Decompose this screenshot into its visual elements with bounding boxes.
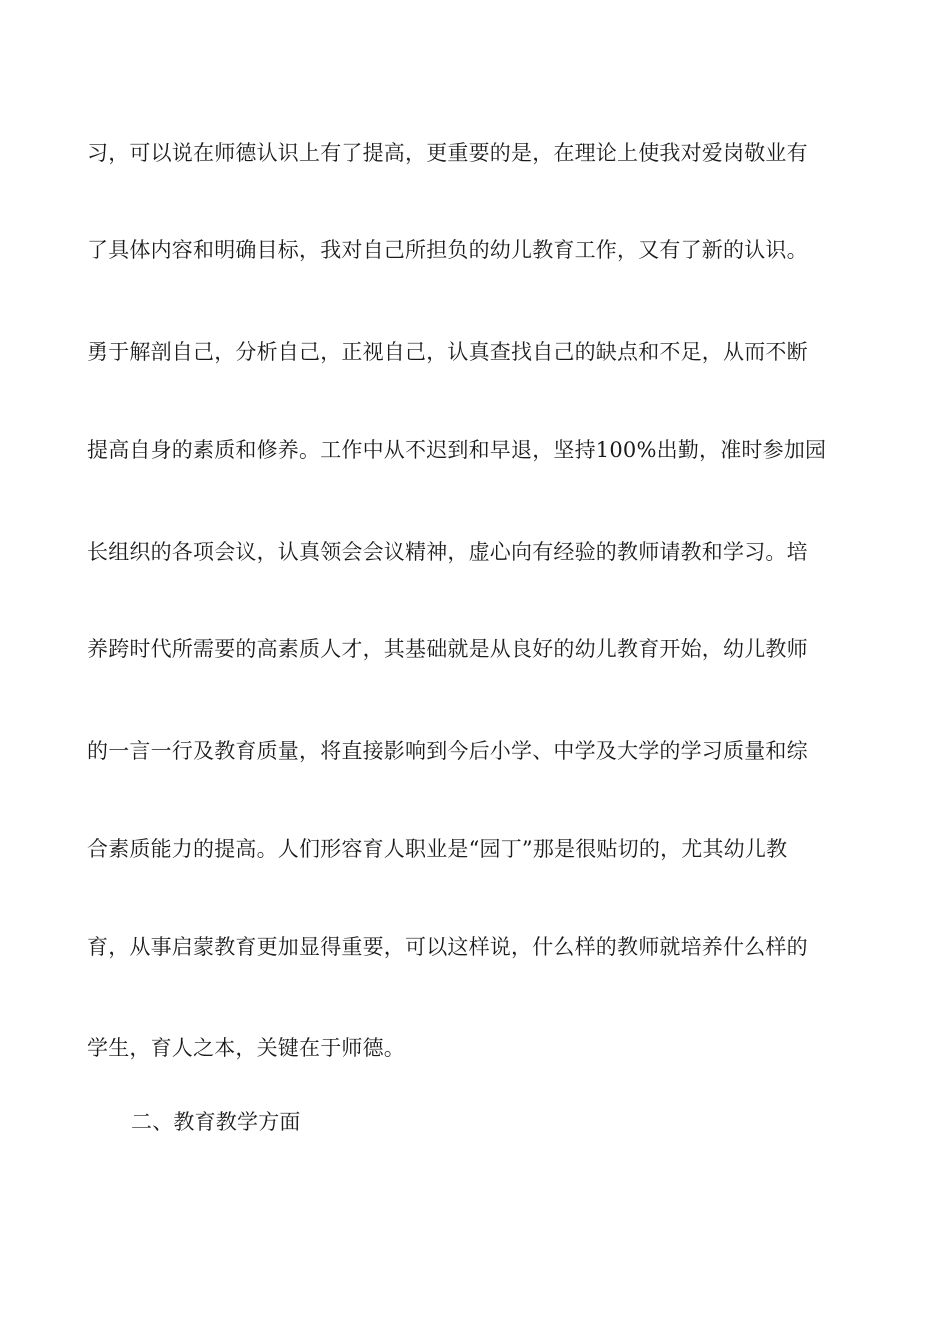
paragraph-line: 合素质能力的提高。人们形容育人职业是“园丁”那是很贴切的，尤其幼儿教 — [87, 837, 788, 861]
paragraph-line: 提高自身的素质和修养。工作中从不迟到和早退，坚持100%出勤，准时参加园 — [87, 438, 827, 462]
paragraph-line: 长组织的各项会议，认真领会会议精神，虚心向有经验的教师请教和学习。培 — [87, 540, 808, 564]
paragraph-line: 的一言一行及教育质量，将直接影响到今后小学、中学及大学的学习质量和综 — [87, 739, 808, 763]
paragraph-line: 学生，育人之本，关键在于师德。 — [87, 1036, 405, 1060]
section-heading: 二、教育教学方面 — [131, 1110, 301, 1134]
paragraph-line: 习，可以说在师德认识上有了提高，更重要的是，在理论上使我对爱岗敬业有 — [87, 141, 808, 165]
paragraph-line: 勇于解剖自己，分析自己，正视自己，认真查找自己的缺点和不足，从而不断 — [87, 340, 808, 364]
paragraph-line: 了具体内容和明确目标，我对自己所担负的幼儿教育工作，又有了新的认识。 — [87, 238, 808, 262]
paragraph-line: 养跨时代所需要的高素质人才，其基础就是从良好的幼儿教育开始，幼儿教师 — [87, 637, 808, 661]
paragraph-line: 育，从事启蒙教育更加显得重要，可以这样说，什么样的教师就培养什么样的 — [87, 935, 808, 959]
